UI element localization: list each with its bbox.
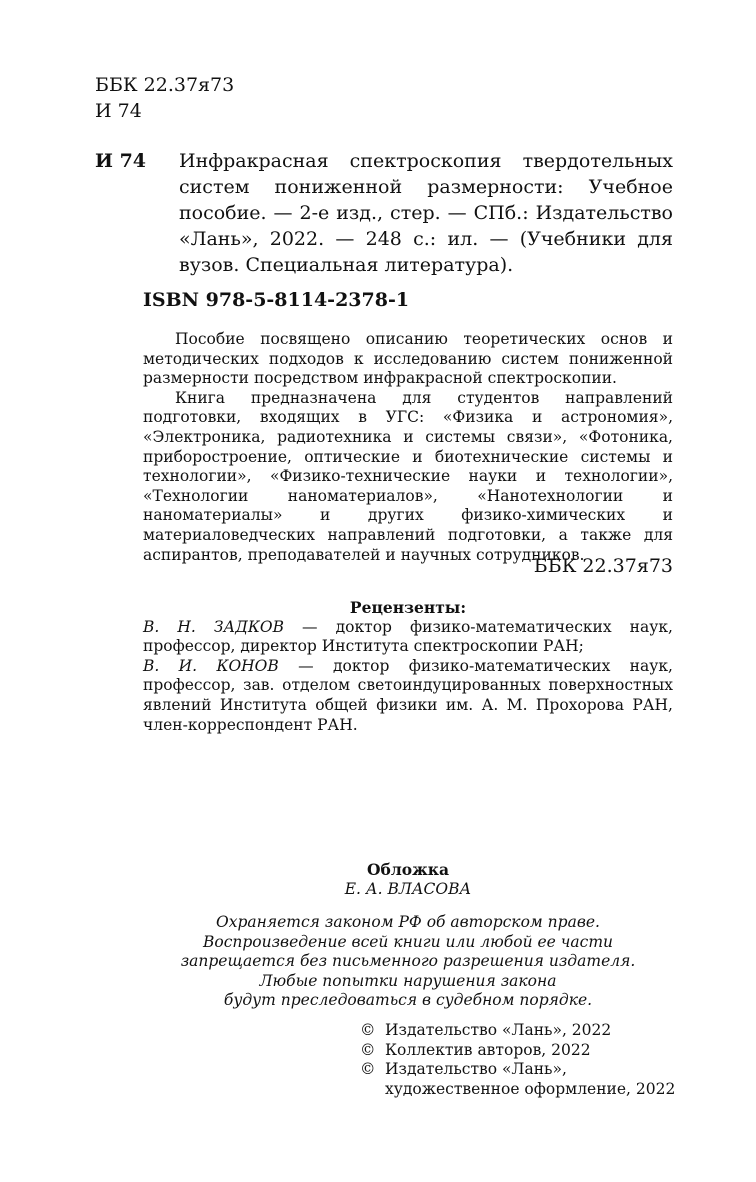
abstract-paragraph: Пособие посвящено описанию теоретических основ и методических подходов к исследованию систем пониженной размерности посредством инфракрасной спектроскопии. [143, 330, 673, 388]
copyright-text: Издательство «Лань», 2022 [385, 1021, 612, 1039]
reviewer-description: — доктор физико-математических наук, профессор, директор Института спектроскопии РАН; [143, 617, 673, 656]
bbk-footer: ББК 22.37я73 [533, 555, 673, 577]
bibliographic-entry [95, 148, 673, 278]
copyright-line [360, 1041, 675, 1061]
notice-line: Охраняется законом РФ об авторском праве. [216, 913, 600, 931]
copyright-text: Коллектив авторов, 2022 [385, 1040, 591, 1059]
copyright-line [360, 1021, 675, 1041]
copyright-symbol: © [360, 1021, 376, 1039]
entry-text: Инфракрасная спектроскопия твердотельных систем пониженной размерности: Учебное пособие. — 2-е изд., стер. — СПб.: Издательство «Лань», 2022. — 248 с.: ил. — (Учебники для вузов. Специальная литература). [179, 150, 673, 276]
copyright-notice [143, 913, 673, 1011]
notice-line: Любые попытки нарушения закона [259, 971, 557, 990]
copyright-line-continuation: художественное оформление, 2022 [385, 1079, 676, 1098]
abstract [143, 330, 673, 565]
header-block [95, 72, 234, 124]
reviewer-description: — доктор физико-математических наук, профессор, зав. отделом светоиндуцированных поверхностных явлений Института общей физики им. А. М. Прохорова РАН, член-корреспондент РАН. [143, 656, 673, 734]
copyright-symbol: © [360, 1040, 376, 1059]
notice-line: Воспроизведение всей книги или любой ее части [202, 932, 614, 951]
reviewer-name: В. Н. ЗАДКОВ [143, 617, 284, 636]
cover-credit [143, 860, 673, 899]
copyright-text: Издательство «Лань», [385, 1060, 567, 1079]
copyrights-block [360, 1021, 675, 1099]
cover-label: Обложка [367, 860, 449, 879]
cover-designer: Е. А. ВЛАСОВА [344, 879, 472, 898]
reviewers-block [143, 598, 673, 735]
notice-line: запрещается без письменного разрешения издателя. [180, 952, 636, 971]
reviewer-name: В. И. КОНОВ [143, 656, 279, 675]
bbk-code: ББК 22.37я73 [95, 74, 235, 96]
notice-line: будут преследоваться в судебном порядке. [223, 991, 593, 1010]
reviewer-item [143, 657, 673, 735]
isbn: ISBN 978-5-8114-2378-1 [143, 289, 410, 311]
reviewer-item [143, 618, 673, 657]
reviewers-title: Рецензенты: [349, 598, 467, 617]
author-index: И 74 [95, 100, 142, 122]
copyright-line [360, 1060, 675, 1080]
copyright-symbol: © [360, 1060, 376, 1079]
abstract-paragraph: Книга предназначена для студентов направлений подготовки, входящих в УГС: «Физика и астрономия», «Электроника, радиотехника и системы связи», «Фотоника, приборостроение, оптические и биотехнические системы и технологии», «Физико-технические науки и технологии», «Технологии наноматериалов», «Нанотехнологии и наноматериалы» и других физико-химических и материаловедческих направлений подготовки, а также для аспирантов, преподавателей и научных сотрудников. [143, 388, 673, 564]
entry-index: И 74 [95, 150, 147, 172]
